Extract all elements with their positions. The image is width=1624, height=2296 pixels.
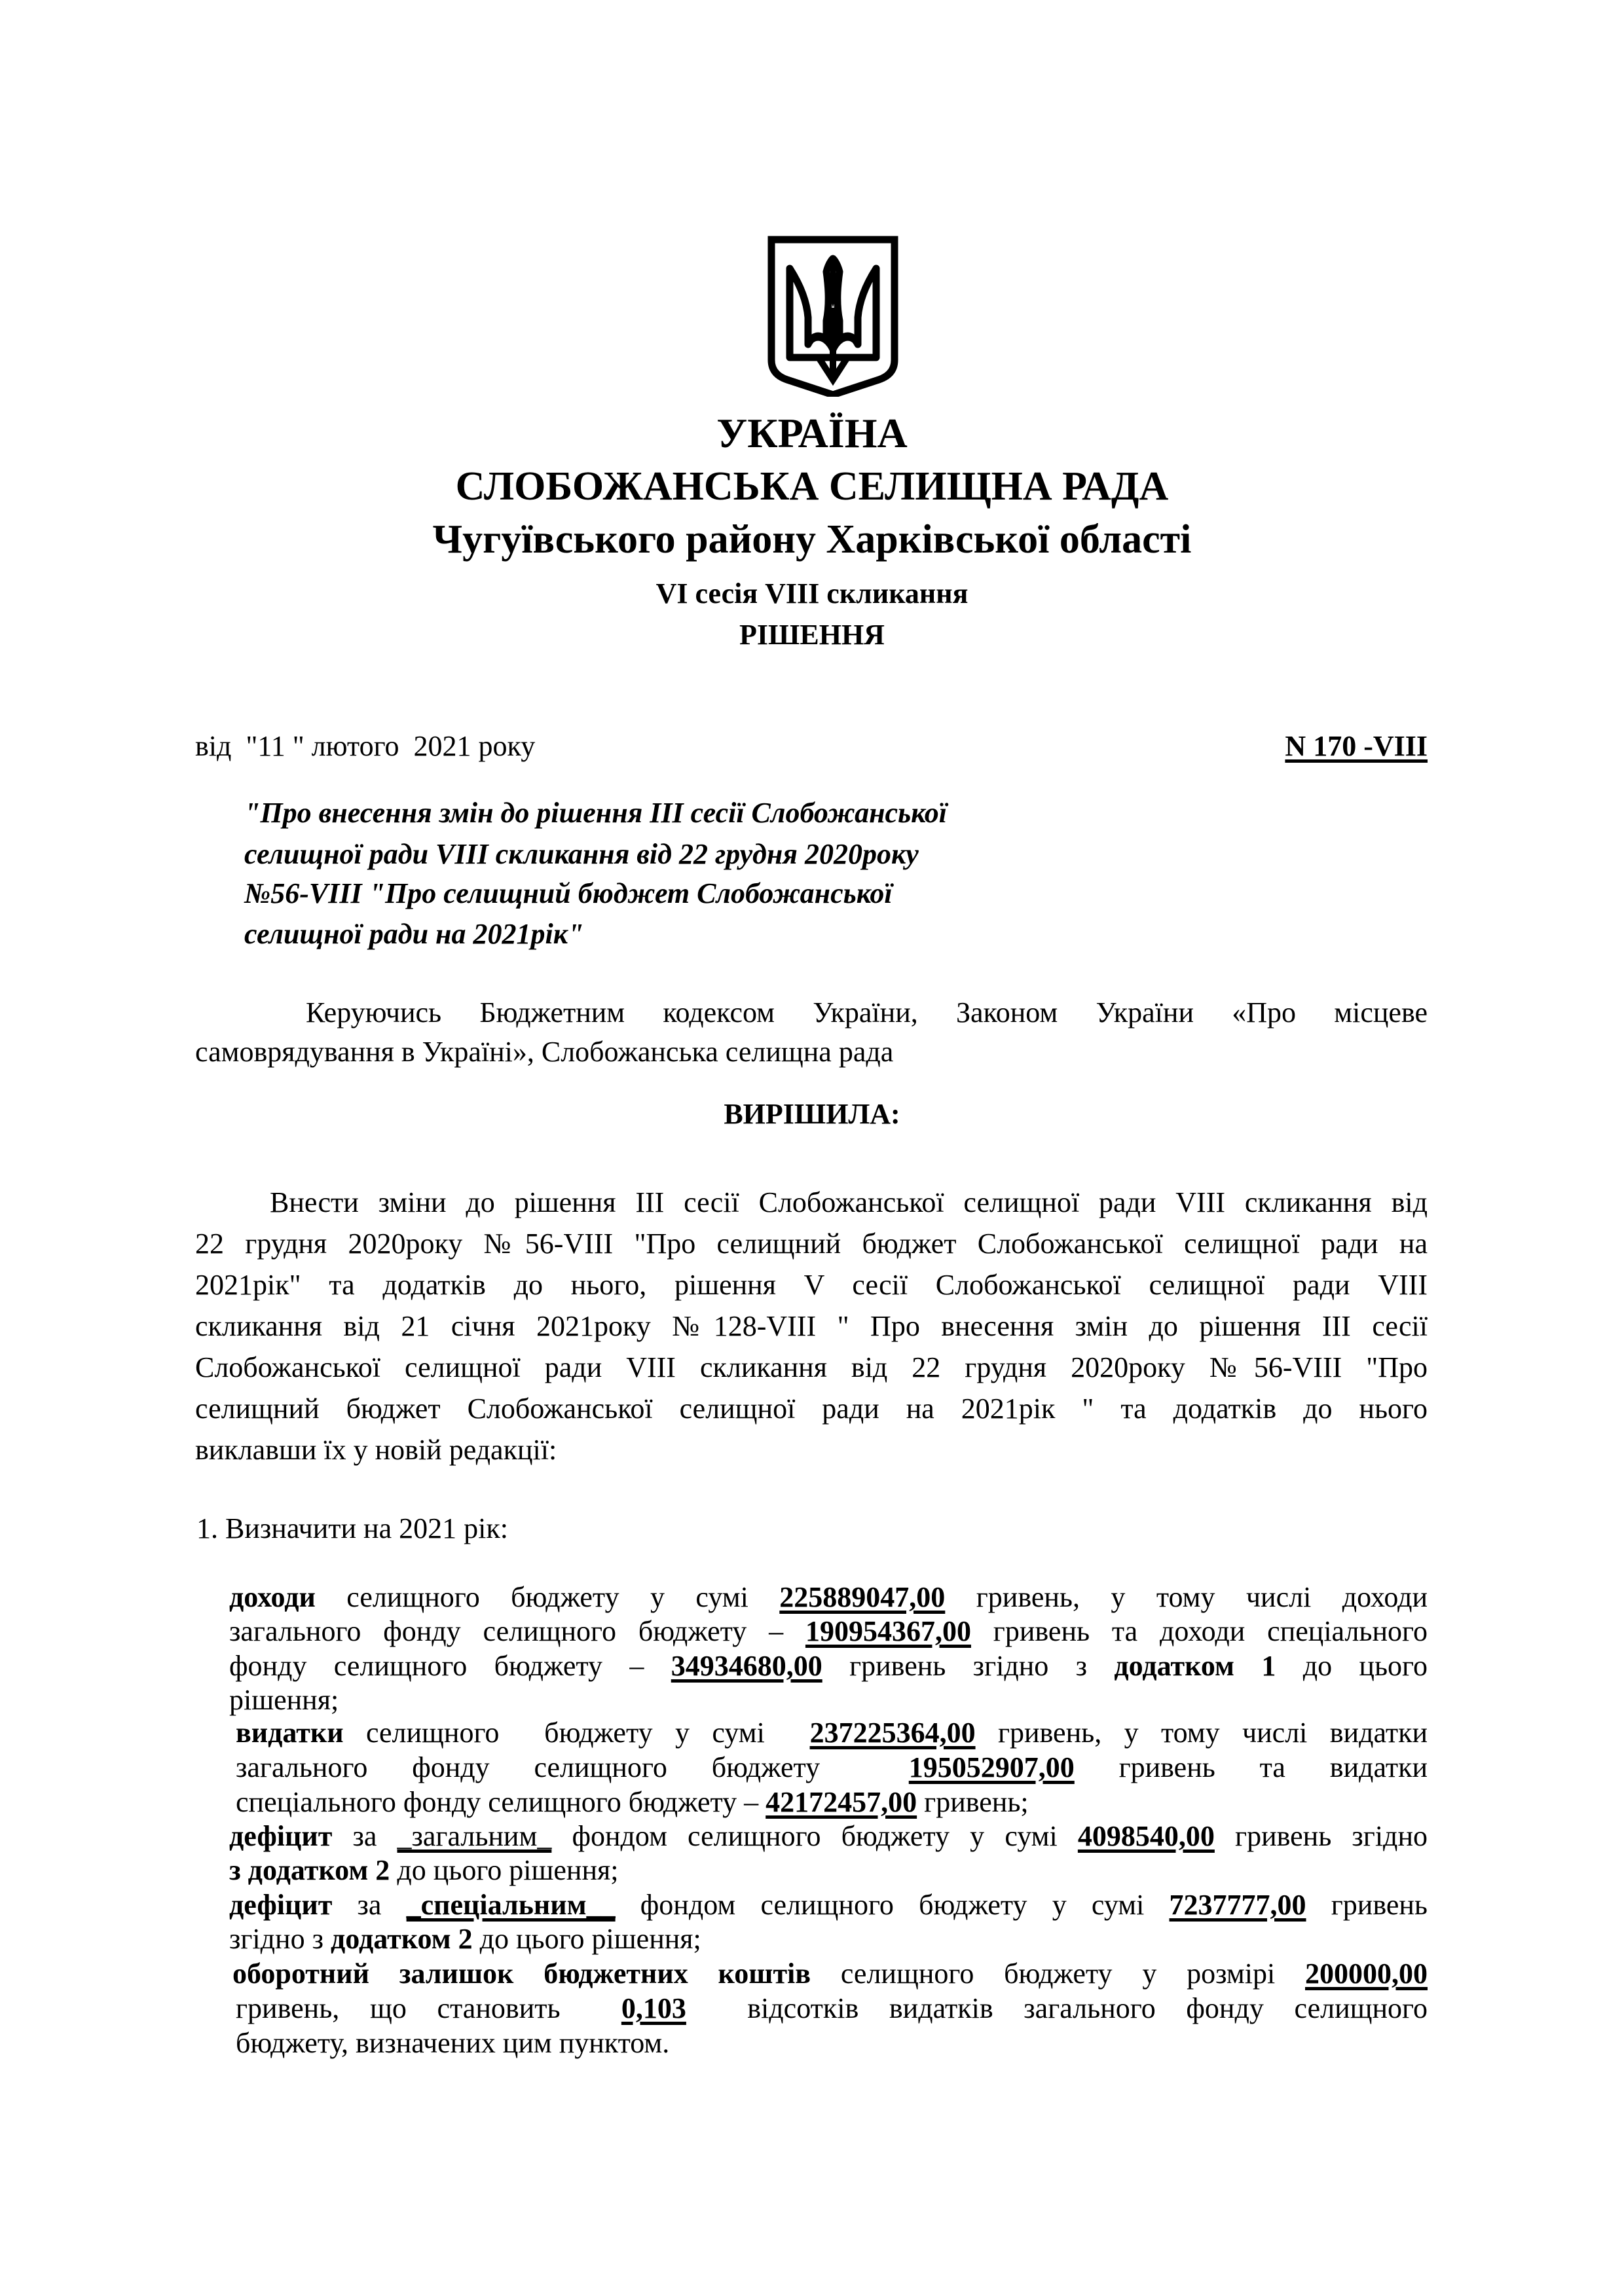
text: за: [332, 1820, 397, 1852]
preamble-line: Керуючись Бюджетним кодексом України, Законом України «Про місцеве: [306, 996, 1428, 1029]
income-line: рішення;: [229, 1684, 339, 1716]
working-balance-line: [236, 1994, 1428, 2023]
expenses-total-amount: 237225364,00: [809, 1717, 976, 1749]
resolved-heading: ВИРІШИЛА:: [724, 1098, 900, 1130]
session-heading: VI сесія VIII скликання: [655, 577, 969, 610]
text: селищного бюджету у сумі: [343, 1717, 810, 1749]
council-heading: СЛОБОЖАНСЬКА СЕЛИЩНА РАДА: [455, 464, 1169, 509]
decision-title-line: "Про внесення змін до рішення ІІІ сесії Слобожанської: [244, 797, 947, 829]
text: гривень та доходи спеціального: [970, 1615, 1428, 1647]
text: до цього рішення;: [390, 1854, 619, 1886]
deficit-general-amount: 4098540,00: [1077, 1820, 1215, 1852]
expenses-special-amount: 42172457,00: [766, 1786, 917, 1818]
text: за: [332, 1889, 407, 1921]
working-balance-percent: 0,103: [621, 1992, 686, 2024]
text: селищного бюджету у сумі: [315, 1581, 780, 1613]
country-heading: УКРАЇНА: [716, 410, 908, 456]
text: гривень згідно з: [822, 1650, 1115, 1682]
amendment-line: Слобожанської селищної ради VIII скликання від 22 грудня 2020року №56-VIII "Про: [195, 1351, 1428, 1383]
deficit-special-line: [229, 1891, 1428, 1920]
working-balance-label: оборотний залишок бюджетних коштів: [232, 1958, 811, 1990]
deficit-label: дефіцит: [229, 1820, 333, 1852]
working-balance-line: [232, 1959, 1428, 1988]
deficit-general-line: [229, 1822, 1428, 1851]
deficit-special-fund: _спеціальним__: [406, 1889, 616, 1921]
decision-title-line: селищної ради на 2021рік": [244, 918, 584, 950]
preamble-line: самоврядування в Україні», Слобожанська селищна рада: [195, 1036, 894, 1068]
deficit-general-fund: _загальним_: [397, 1820, 552, 1852]
text: до цього рішення;: [472, 1923, 701, 1955]
text: до цього: [1276, 1650, 1428, 1682]
deficit-label: дефіцит: [229, 1889, 333, 1921]
amendment-line: Внести зміни до рішення ІІІ сесії Слобожанської селищної ради VIII скликання від: [270, 1186, 1428, 1218]
text: фонду селищного бюджету –: [229, 1650, 671, 1682]
income-line: [229, 1617, 1428, 1646]
decision-number: N 170 -VIII: [1285, 730, 1428, 762]
text: гривень та видатки: [1074, 1751, 1428, 1783]
decision-date: від "11 " лютого 2021 року: [195, 730, 536, 762]
working-balance-line: бюджету, визначених цим пунктом.: [236, 2027, 670, 2059]
income-total-amount: 225889047,00: [779, 1581, 946, 1613]
amendment-line: 2021рік" та додатків до нього, рішення V сесії Слобожанської селищної ради VIII: [195, 1269, 1428, 1301]
text: загального фонду селищного бюджету: [236, 1751, 909, 1783]
appendix-2-ref: додатком 2: [330, 1923, 473, 1955]
amendment-line: 22 грудня 2020року №56-VIII "Про селищний бюджет Слобожанської селищної ради на: [195, 1228, 1428, 1260]
text: фондом селищного бюджету у сумі: [615, 1889, 1170, 1921]
coat-of-arms-icon: [767, 236, 898, 397]
text: гривень;: [917, 1786, 1029, 1818]
decision-title-line: селищної ради VIII скликання від 22 грудня 2020року: [244, 838, 919, 870]
appendix-1-ref: додатком 1: [1114, 1650, 1276, 1682]
amendment-line: селищний бюджет Слобожанської селищної ради на 2021рік " та додатків до нього: [195, 1393, 1428, 1425]
text: гривень, у тому числі доходи: [945, 1581, 1428, 1613]
income-label: доходи: [229, 1581, 316, 1613]
income-line: [229, 1583, 1428, 1612]
text: фондом селищного бюджету у сумі: [551, 1820, 1078, 1852]
text: селищного бюджету у розмірі: [811, 1958, 1305, 1990]
document-type-heading: РІШЕННЯ: [739, 619, 885, 651]
appendix-2-ref: з додатком 2: [229, 1854, 390, 1886]
expenses-general-amount: 195052907,00: [908, 1751, 1075, 1783]
text: гривень: [1306, 1889, 1428, 1921]
income-general-amount: 190954367,00: [805, 1615, 971, 1647]
text: відсотків видатків загального фонду селищного: [686, 1992, 1428, 2024]
text: загального фонду селищного бюджету –: [229, 1615, 805, 1647]
text: гривень, що становить: [236, 1992, 621, 2024]
expenses-line: [236, 1753, 1428, 1782]
district-heading: Чугуївського району Харківської області: [432, 517, 1192, 562]
income-special-amount: 34934680,00: [671, 1650, 822, 1682]
expenses-label: видатки: [236, 1717, 344, 1749]
deficit-special-line: [229, 1925, 701, 1954]
point-1-heading: 1. Визначити на 2021 рік:: [196, 1512, 508, 1544]
decision-title-line: №56-VIII "Про селищний бюджет Слобожанської: [244, 877, 893, 909]
text: згідно з: [229, 1923, 331, 1955]
text: гривень згідно: [1214, 1820, 1428, 1852]
text: гривень, у тому числі видатки: [975, 1717, 1428, 1749]
deficit-special-amount: 7237777,00: [1169, 1889, 1306, 1921]
amendment-line: скликання від 21 січня 2021року №128-VIII " Про внесення змін до рішення ІІІ сесії: [195, 1310, 1428, 1342]
text: спеціального фонду селищного бюджету –: [236, 1786, 766, 1818]
amendment-line: виклавши їх у новій редакції:: [195, 1434, 557, 1466]
income-line: [229, 1652, 1428, 1681]
deficit-general-line: [229, 1856, 618, 1885]
expenses-line: [236, 1719, 1428, 1747]
expenses-line: [236, 1788, 1029, 1817]
working-balance-amount: 200000,00: [1305, 1958, 1428, 1990]
